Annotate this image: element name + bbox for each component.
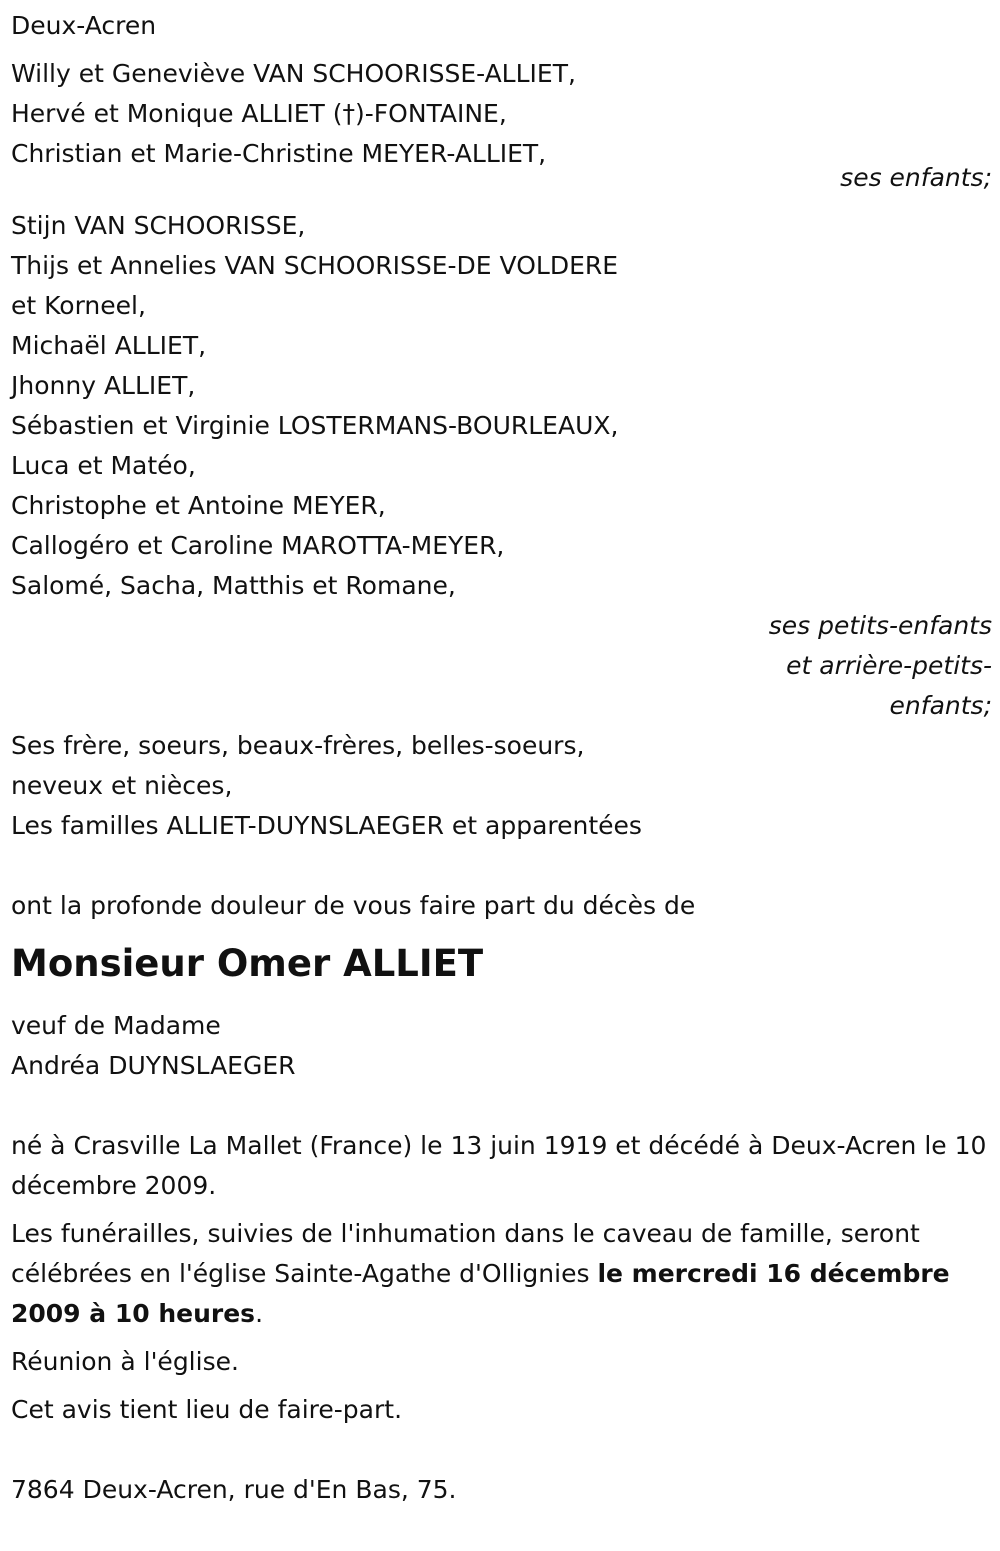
grandchildren-label: enfants; xyxy=(889,691,992,720)
widower-line: veuf de Madame xyxy=(11,1011,221,1040)
grandchild-line: et Korneel, xyxy=(11,291,146,320)
funeral-paragraph xyxy=(11,1214,992,1334)
grandchildren-label: et arrière-petits- xyxy=(786,651,992,680)
grandchildren-list xyxy=(11,206,992,726)
grandchild-line: Stijn VAN SCHOORISSE, xyxy=(11,211,306,240)
grandchild-line: Michaël ALLIET, xyxy=(11,331,207,360)
spacer xyxy=(11,846,992,886)
widower-line: Andréa DUYNSLAEGER xyxy=(11,1051,296,1080)
spacer xyxy=(11,46,992,54)
grandchild-line: Luca et Matéo, xyxy=(11,451,196,480)
grandchild-line: Thijs et Annelies VAN SCHOORISSE-DE VOLDERE xyxy=(11,251,619,280)
spacer xyxy=(11,1334,992,1342)
funeral-end: . xyxy=(255,1299,264,1328)
relatives-list xyxy=(11,726,992,846)
grandchild-line: Jhonny ALLIET, xyxy=(11,371,196,400)
funeral-text: Les funérailles, suivies de l'inhumation dans le caveau de famille, seront célébrées en l'église Sainte-Agathe d'Ollignies xyxy=(11,1219,920,1288)
grandchildren-label: ses petits-enfants xyxy=(768,611,992,640)
spacer xyxy=(11,1382,992,1390)
place-heading: Deux-Acren xyxy=(11,11,157,40)
obituary-notice xyxy=(11,6,992,1510)
notice-text: Cet avis tient lieu de faire-part. xyxy=(11,1395,403,1424)
child-line: Willy et Geneviève VAN SCHOORISSE-ALLIET, xyxy=(11,59,576,88)
grandchild-line: Christophe et Antoine MEYER, xyxy=(11,491,386,520)
grandchild-line: Sébastien et Virginie LOSTERMANS-BOURLEAUX, xyxy=(11,411,619,440)
grandchild-line: Callogéro et Caroline MAROTTA-MEYER, xyxy=(11,531,505,560)
child-line: Christian et Marie-Christine MEYER-ALLIET, xyxy=(11,139,547,168)
child-line: Hervé et Monique ALLIET (†)-FONTAINE, xyxy=(11,99,507,128)
spacer xyxy=(11,1086,992,1126)
spacer xyxy=(11,1206,992,1214)
birth-death-text: né à Crasville La Mallet (France) le 13 juin 1919 et décédé à Deux-Acren le 10 décembre 2009. xyxy=(11,1131,987,1200)
spacer xyxy=(11,198,992,206)
relatives-line: Ses frère, soeurs, beaux-frères, belles-soeurs, xyxy=(11,731,585,760)
deceased-name: Monsieur Omer ALLIET xyxy=(11,942,484,985)
children-list xyxy=(11,54,992,198)
children-label: ses enfants; xyxy=(840,163,992,192)
relatives-line: Les familles ALLIET-DUYNSLAEGER et apparentées xyxy=(11,811,642,840)
address-text: 7864 Deux-Acren, rue d'En Bas, 75. xyxy=(11,1475,457,1504)
funeral-date: le mercredi 16 décembre 2009 à 10 heures xyxy=(11,1259,950,1328)
meeting-text: Réunion à l'église. xyxy=(11,1347,239,1376)
announcement-text: ont la profonde douleur de vous faire part du décès de xyxy=(11,891,696,920)
relatives-line: neveux et nièces, xyxy=(11,771,233,800)
spacer xyxy=(11,1430,992,1470)
grandchild-line: Salomé, Sacha, Matthis et Romane, xyxy=(11,571,456,600)
